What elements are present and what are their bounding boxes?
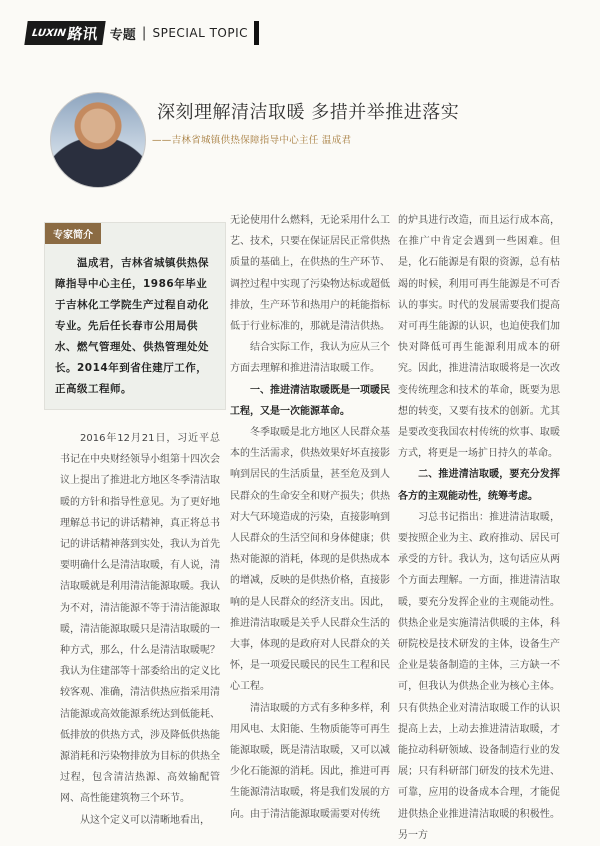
paragraph	[230, 698, 390, 825]
section-label-english: SPECIAL TOPIC	[152, 26, 248, 40]
paragraph-text: 无论使用什么燃料，无论采用什么工艺、技术，只要在保证居民正常供热质量的基础上，在供热的生产环节、调控过程中实现了污染物达标或超低排放，生产环节和热用户的耗能指标低于行业标准的，那就是清洁供热。	[230, 215, 390, 333]
section-heading	[230, 380, 390, 422]
paragraph-text: 从这个定义可以清晰地看出，	[80, 814, 210, 826]
logo-latin-text: LUXIN	[31, 27, 67, 39]
paragraph	[230, 337, 390, 379]
author-portrait	[50, 92, 146, 188]
author-byline: ——吉林省城镇供热保障指导中心主任 温成君	[152, 135, 352, 146]
paragraph	[230, 422, 390, 698]
paragraph	[398, 507, 560, 846]
text-column-3	[398, 210, 560, 846]
text-column-2	[230, 210, 390, 825]
paragraph	[60, 428, 220, 810]
section-heading-text: 二、推进清洁取暖，要充分发挥各方的主观能动性，统筹考虑。	[398, 469, 560, 502]
magazine-header	[26, 18, 259, 48]
expert-profile-box	[44, 222, 226, 410]
header-end-bar	[254, 21, 259, 45]
section-heading	[398, 464, 560, 506]
article-byline	[152, 132, 351, 146]
section-label: 专题	[109, 27, 136, 43]
text-column-1	[60, 428, 220, 831]
logo-chinese-text: 路讯	[66, 24, 99, 43]
section-heading-text: 一、推进清洁取暖既是一项暖民工程，又是一次能源革命。	[230, 384, 390, 417]
paragraph-text: 习总书记指出：推进清洁取暖，要按照企业为主、政府推动、居民可承受的方针。我认为，这句话应从两个方面去理解。一方面，推进清洁取暖，要充分发挥企业的主观能动性。供热企业是实施清洁供暖的主体，科研院校是技术研发的主体，设备生产企业是装备制造的主体，三方缺一不可，但我认为供热企业为核心主体。只有供热企业对清洁取暖工作的认识提高上去，上动去推进清洁取暖，才能拉动科研领域、设备制造行业的发展；只有科研部门研发的技术先进、可靠，应用的设备成本合理，才能促进供热企业推进清洁取暖的积极性。另一方	[398, 511, 560, 841]
expert-profile-tag: 专家简介	[45, 223, 101, 244]
paragraph	[230, 210, 390, 337]
paragraph-text: 的炉具进行改造，而且运行成本高，在推广中肯定会遇到一些困难。但是，化石能源是有限的资源，总有枯竭的时候，利用可再生能源是不可否认的事实。时代的发展需要我们提高对可再生能源的认识，也迫使我们加快对降低可再生能源利用成本的研究。因此，推进清洁取暖将是一次改变传统理念和技术的革命，既要为思想的转变，又要有技术的创新。尤其是要改变我国农村传统的炊事、取暖方式，将更是一场扩日持久的革命。	[398, 215, 560, 460]
header-separator: |	[141, 25, 147, 41]
paragraph-text: 冬季取暖是北方地区人民群众基本的生活需求，供热效果好坏直接影响到居民的生活质量，甚至危及到人民群众的生命安全和财产损失；供热对大气环境造成的污染，直接影响到人民群众的生活空间和身体健康；供热对能源的消耗，体现的是供热成本的增减，反映的是供热价格，直接影响的是人民群众的经济支出。因此，推进清洁取暖是关乎人民群众生活的大事，体现的是政府对人民群众的关怀，是一项爱民暖民的民生工程和民心工程。	[230, 427, 390, 693]
expert-bio	[55, 253, 217, 400]
paragraph-text: 结合实际工作，我认为应从三个方面去理解和推进清洁取暖工作。	[230, 342, 390, 375]
paragraph-text: 清洁取暖的方式有多种多样，利用风电、太阳能、生物质能等可再生能源取暖，既是清洁取暖，又可以减少化石能源的消耗。因此，推进可再生能源清洁取暖，将是我们发展的方向。由于清洁能源取暖需要对传统	[230, 702, 390, 820]
article-title: 深刻理解清洁取暖 多措并举推进落实	[157, 102, 460, 123]
magazine-logo	[24, 21, 105, 45]
paragraph	[398, 210, 560, 464]
expert-bio-text: 温成君，吉林省城镇供热保障指导中心主任，1986年毕业于吉林化工学院生产过程自动化专业。先后任长春市公用局供水、燃气管理处、供热管理处处长。2014年到省住建厅工作，正高级工程师。	[55, 257, 209, 395]
paragraph	[60, 810, 220, 831]
paragraph-text: 2016年12月21日，习近平总书记在中央财经领导小组第十四次会议上提出了推进北方地区冬季清洁取暖的方针和指导性意见。为了更好地理解总书记的讲话精神，真正将总书记的讲话精神落到实处，我认为首先要明确什么是清洁取暖，有人说，清洁取暖就是利用清洁能源取暖。我认为不对，清洁能源不等于清洁能源取暖，清洁能源取暖只是清洁取暖的一种方式，那么，什么是清洁取暖呢？我认为住建部等十部委给出的定义比较客观、准确，清洁供热应指采用清洁能源或高效能源系统达到低能耗、低排放的供热方式，涉及降低供热能源消耗和污染物排放为目标的供热全过程，包含清洁热源、高效输配管网、高性能建筑物三个环节。	[60, 433, 220, 805]
